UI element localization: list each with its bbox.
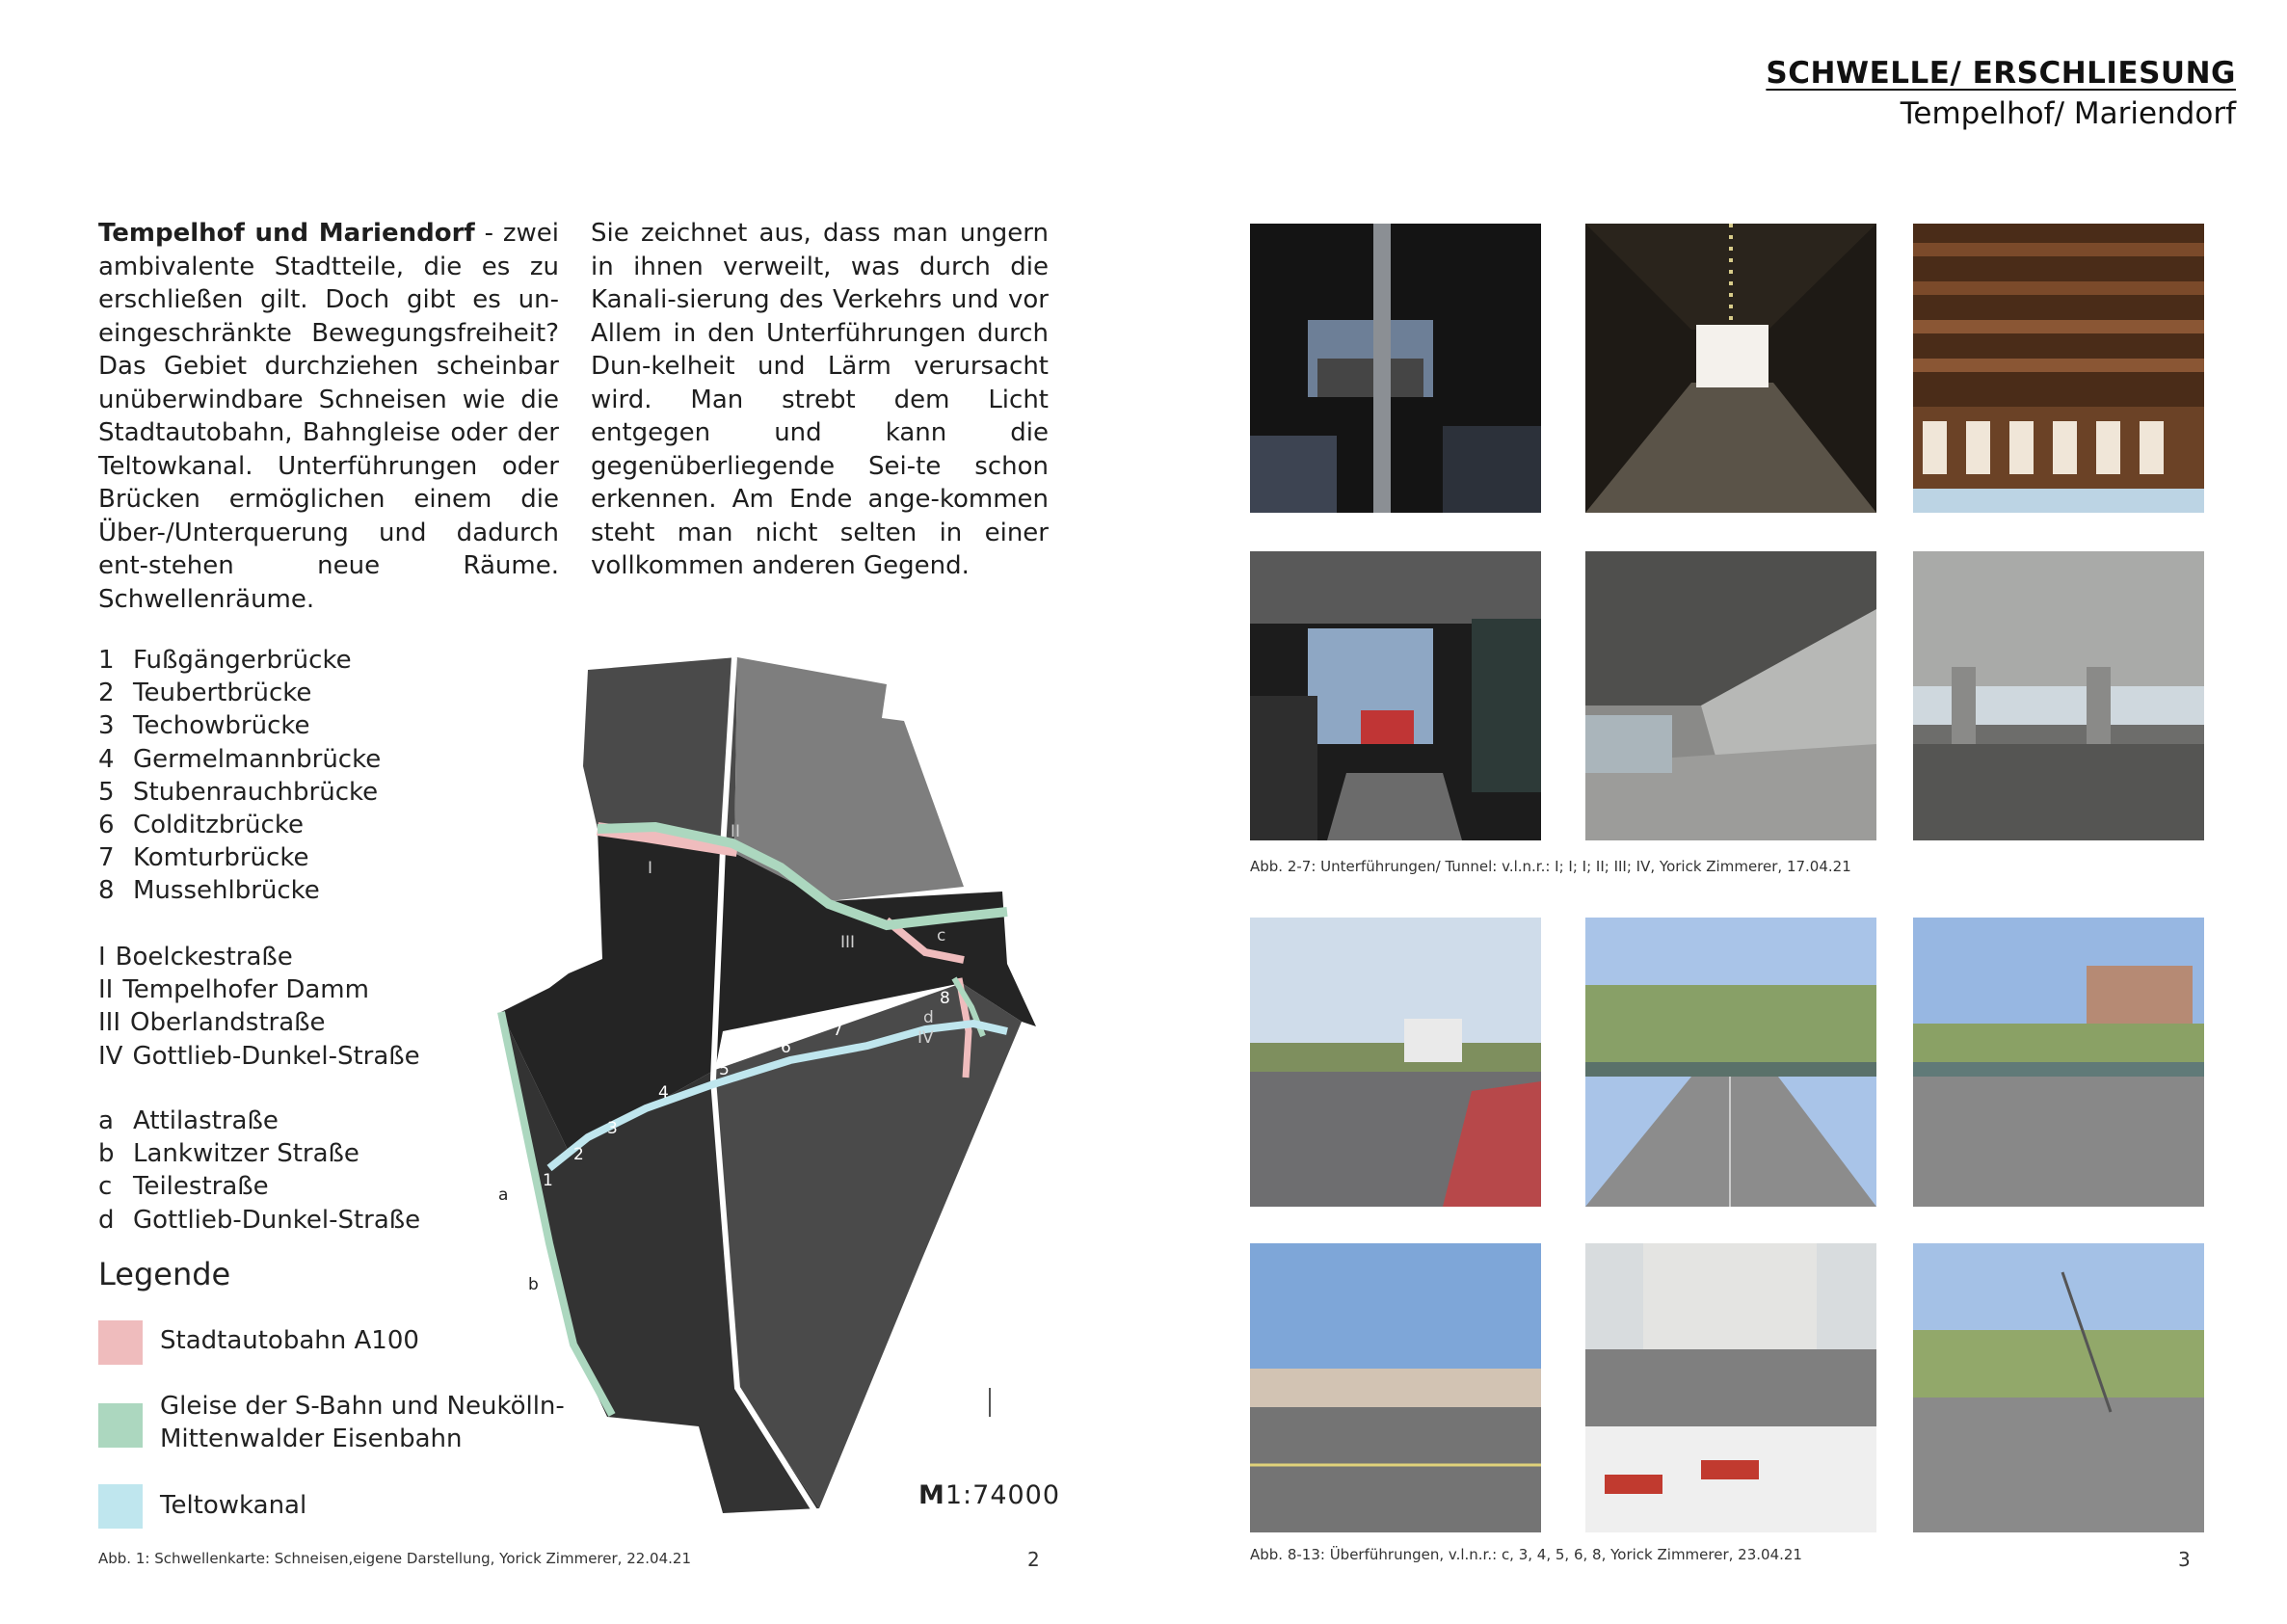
legend-swatch-canal — [98, 1484, 143, 1529]
map-label: 8 — [940, 989, 950, 1008]
list-item: a Attilastraße — [98, 1106, 279, 1135]
legend-swatch-motorway — [98, 1320, 143, 1365]
list-item: 1 Fußgängerbrücke — [98, 646, 352, 675]
bridge-list — [98, 644, 381, 908]
figure-1-caption: Abb. 1: Schwellenkarte: Schneisen,eigene Darstellung, Yorick Zimmerer, 22.04.21 — [98, 1550, 691, 1567]
threshold-map — [482, 646, 1060, 1532]
intro-column-1 — [98, 217, 559, 616]
list-item: 3 Techowbrücke — [98, 711, 310, 741]
map-label: IV — [917, 1028, 934, 1048]
map-label: 4 — [658, 1083, 669, 1103]
list-item: 4 Germelmannbrücke — [98, 744, 382, 774]
map-label: 5 — [719, 1060, 730, 1079]
page-number-right: 3 — [2178, 1548, 2191, 1571]
map-label: III — [840, 933, 856, 952]
map-label: I — [648, 859, 653, 878]
list-item: 2 Teubertbrücke — [98, 679, 312, 708]
photo-bridge-6 — [1913, 1243, 2204, 1532]
figure-8-13-caption: Abb. 8-13: Überführungen, v.l.n.r.: c, 3, 4, 5, 6, 8, Yorick Zimmerer, 23.04.21 — [1250, 1546, 1802, 1563]
photo-underpass-5 — [1585, 551, 1876, 840]
page-subtitle: Tempelhof/ Mariendorf — [1900, 96, 2236, 131]
photo-underpass-1 — [1250, 224, 1541, 513]
photo-bridge-1 — [1250, 918, 1541, 1207]
page-title: SCHWELLE/ ERSCHLIESUNG — [1766, 56, 2236, 91]
list-item: IV Gottlieb-Dunkel-Straße — [98, 1041, 420, 1071]
map-label: 7 — [833, 1021, 843, 1040]
intro-column-2 — [591, 217, 1049, 583]
underpass-list — [98, 941, 420, 1073]
map-label: 1 — [543, 1171, 553, 1190]
map-scale: M1:74000 — [918, 1480, 1061, 1510]
photo-bridge-5 — [1585, 1243, 1876, 1532]
list-item: I Boelckestraße — [98, 943, 293, 972]
map-label: 3 — [607, 1119, 618, 1138]
map-label: II — [731, 822, 741, 841]
list-item: 8 Mussehlbrücke — [98, 876, 320, 906]
map-label: b — [528, 1275, 539, 1294]
map-label: 2 — [573, 1145, 584, 1164]
list-item: b Lankwitzer Straße — [98, 1139, 359, 1169]
list-item: 5 Stubenrauchbrücke — [98, 777, 379, 807]
list-item: d Gottlieb-Dunkel-Straße — [98, 1205, 421, 1235]
photo-bridge-4 — [1250, 1243, 1541, 1532]
page-number-left: 2 — [1027, 1548, 1040, 1571]
list-item: II Tempelhofer Damm — [98, 975, 369, 1005]
legend-label-canal: Teltowkanal — [160, 1491, 307, 1520]
list-item: c Teilestraße — [98, 1172, 269, 1202]
map-label: a — [498, 1185, 509, 1205]
figure-2-7-caption: Abb. 2-7: Unterführungen/ Tunnel: v.l.n.r.: I; I; I; II; III; IV, Yorick Zimmerer, 17.04.21 — [1250, 858, 1851, 875]
map-label: d — [923, 1008, 934, 1027]
street-list — [98, 1105, 420, 1237]
intro-col1-text: - zwei ambivalente Stadtteile, die es zu erschließen gilt. Doch gibt es un-eingeschränkte Bewegungsfreiheit? Das Gebiet durchziehen scheinbar unüberwindbare Schneisen wie die Stadtautobahn, Bahngleise oder der Teltowkanal. Unterführungen oder Brücken ermöglichen einem die Über-/Unterquerung und dadurch ent-stehen neue Räume. Schwellenräume. — [98, 219, 560, 614]
legend-swatch-railway — [98, 1403, 143, 1448]
legend-heading: Legende — [98, 1256, 231, 1292]
map-label: 6 — [781, 1038, 791, 1057]
page-header — [1766, 56, 2236, 131]
list-item: 7 Komturbrücke — [98, 843, 309, 873]
photo-underpass-3 — [1913, 224, 2204, 513]
list-item: 6 Colditzbrücke — [98, 811, 304, 840]
list-item: III Oberlandstraße — [98, 1008, 326, 1038]
legend-label-railway: Gleise der S-Bahn und Neukölln-Mittenwalder Eisenbahn — [160, 1392, 565, 1453]
map-label: c — [937, 926, 946, 945]
photo-bridge-2 — [1585, 918, 1876, 1207]
legend-label-motorway: Stadtautobahn A100 — [160, 1326, 419, 1355]
photo-bridge-3 — [1913, 918, 2204, 1207]
photo-underpass-4 — [1250, 551, 1541, 840]
photo-underpass-6 — [1913, 551, 2204, 840]
intro-col2-text: Sie zeichnet aus, dass man ungern in ihnen verweilt, was durch die Kanali-sierung des Verkehrs und vor Allem in den Unterführungen durch Dun-kelheit und Lärm verursacht wird. Man strebt dem Licht entgegen und kann die gegenüberliegende Sei-te schon erkennen. Am Ende ange-kommen steht man nicht selten in einer vollkommen anderen Gegend. — [591, 219, 1049, 580]
photo-underpass-2 — [1585, 224, 1876, 513]
intro-lead: Tempelhof und Mariendorf — [98, 219, 475, 248]
